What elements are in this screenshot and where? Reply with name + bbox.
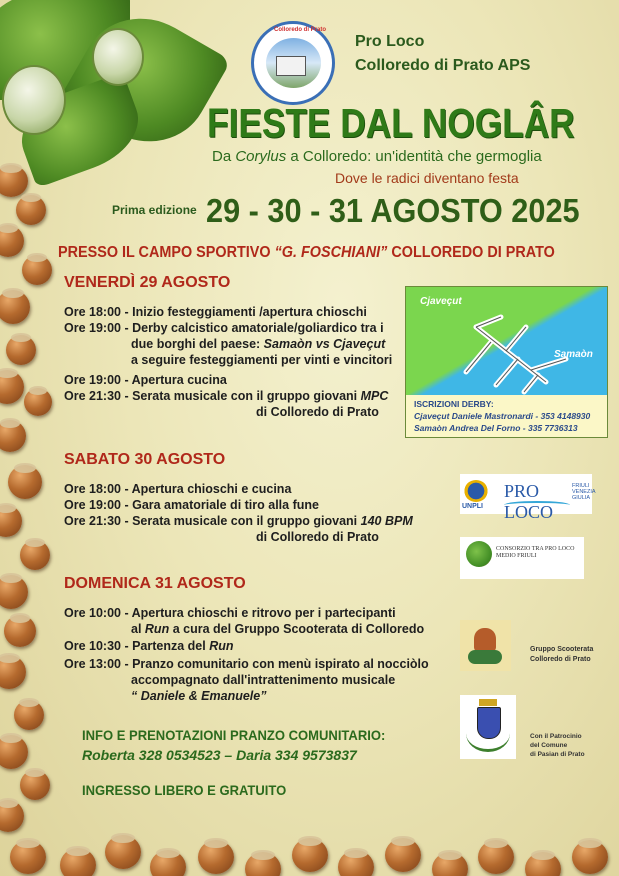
- consorzio-label: CONSORZIO TRA PRO LOCO MEDIO FRIULI: [496, 546, 575, 559]
- hazelnut-husk-decoration: [92, 28, 144, 86]
- map-label-samaon: Samaòn: [554, 349, 593, 360]
- hazelnut-decoration: [572, 840, 608, 874]
- event-subtitle: [212, 148, 542, 165]
- shield-icon: [477, 707, 501, 739]
- day1-row: Ore 19:00 - Apertura cucina: [64, 373, 227, 387]
- comune-coat-of-arms: [460, 695, 516, 759]
- hazelnut-decoration: [105, 835, 141, 869]
- map-area: [406, 287, 608, 395]
- day3-row-cont: [131, 621, 424, 637]
- logo-house-icon: [276, 56, 306, 76]
- hazelnut-decoration: [292, 838, 328, 872]
- day1-row-cont: [131, 336, 385, 352]
- scooterata-label: Gruppo Scooterata: [530, 646, 594, 653]
- day3-row: Ore 10:00 - Apertura chioschi e ritrovo per i partecipanti: [64, 606, 396, 620]
- patronage-label: del Comune: [530, 742, 568, 749]
- day3-r2-em: Run: [209, 639, 234, 653]
- day1-r2b-em: Samaòn vs Cjaveçut: [263, 337, 386, 351]
- day1-r2b-pre: due borghi del paese:: [131, 337, 264, 351]
- tree-icon: [466, 541, 492, 567]
- day1-row-cont: a seguire festeggiamenti per vinti e vincitori: [131, 353, 393, 367]
- scooterata-label: Colloredo di Prato: [530, 656, 591, 663]
- day2-row-cont: di Colloredo di Prato: [256, 530, 379, 544]
- unpli-label: UNPLI: [462, 503, 483, 510]
- hazelnut-decoration: [0, 575, 28, 609]
- event-title: FIESTE DAL NOGLÂR: [207, 100, 575, 146]
- venue-name: “G. FOSCHIANI”: [274, 244, 388, 261]
- day3-r1b-pre: al: [131, 622, 145, 636]
- hazelnut-decoration: [432, 852, 468, 876]
- map-label-cjavecut: Cjaveçut: [420, 296, 462, 307]
- event-tagline: Dove le radici diventano festa: [335, 170, 519, 186]
- day3-row-cont: “ Daniele & Emanuele”: [131, 689, 267, 703]
- unpli-emblem-icon: [464, 480, 488, 502]
- hazelnut-decoration: [0, 370, 24, 404]
- day3-row-cont: accompagnato dall'intrattenimento musicale: [131, 673, 396, 687]
- scooter-icon: [468, 650, 502, 664]
- venue-pre: PRESSO IL CAMPO SPORTIVO: [58, 244, 275, 261]
- derby-map: [405, 286, 608, 438]
- hazelnut-decoration: [0, 655, 26, 689]
- hazelnut-decoration: [24, 388, 52, 416]
- pro-loco-logo: [251, 21, 335, 105]
- crown-icon: [479, 699, 497, 706]
- day3-heading: DOMENICA 31 AGOSTO: [64, 575, 246, 592]
- day2-r3-em: 140 BPM: [360, 514, 413, 528]
- edition-label: Prima edizione: [112, 203, 197, 217]
- hazelnut-decoration: [385, 838, 421, 872]
- consorzio-logo: [460, 537, 584, 579]
- venue-post: COLLOREDO DI PRATO: [387, 244, 555, 261]
- hazelnut-decoration: [198, 840, 234, 874]
- hazelnut-decoration: [0, 225, 24, 257]
- day1-row: Ore 19:00 - Derby calcistico amatoriale/goliardico tra i: [64, 321, 384, 335]
- logo-text: Colloredo di Prato: [274, 27, 327, 33]
- hazelnut-decoration: [10, 840, 46, 874]
- derby-registration-heading: ISCRIZIONI DERBY:: [414, 399, 494, 409]
- info-heading: INFO E PRENOTAZIONI PRANZO COMUNITARIO:: [82, 727, 386, 743]
- unpli-proloco-logo: [460, 474, 596, 522]
- day1-row: [64, 388, 388, 404]
- subtitle-pre: Da: [212, 148, 236, 165]
- hazelnut-decoration: [8, 465, 42, 499]
- hazelnut-decoration: [0, 505, 22, 537]
- derby-contact: Samaòn Andrea Del Forno - 335 7736313: [414, 423, 578, 433]
- hazelnut-decoration: [0, 165, 28, 197]
- scooter-rider-icon: [474, 628, 496, 652]
- day3-r1b-em: Run: [144, 622, 170, 636]
- day2-row: [64, 513, 413, 529]
- hazelnut-decoration: [150, 850, 186, 876]
- day3-row: [64, 638, 234, 654]
- patronage-label: Con il Patrocinio: [530, 733, 582, 740]
- hazelnut-decoration: [245, 852, 281, 876]
- day1-heading: VENERDÌ 29 AGOSTO: [64, 274, 231, 291]
- day3-r1b-post: a cura del Gruppo Scooterata di Colloredo: [169, 622, 425, 636]
- hazelnut-decoration: [0, 735, 28, 769]
- hazelnut-decoration: [525, 852, 561, 876]
- hazelnut-decoration: [20, 770, 50, 800]
- subtitle-em: Corylus: [235, 148, 287, 165]
- info-contacts: Roberta 328 0534523 – Daria 334 9573837: [82, 747, 357, 763]
- hazelnut-decoration: [14, 700, 44, 730]
- hazelnut-husk-decoration: [2, 65, 66, 135]
- day1-row-cont: di Colloredo di Prato: [256, 405, 379, 419]
- hazelnut-decoration: [0, 420, 26, 452]
- free-entry-note: INGRESSO LIBERO E GRATUITO: [82, 782, 287, 798]
- hazelnut-decoration: [22, 255, 52, 285]
- hazelnut-decoration: [4, 615, 36, 647]
- fvg-label: FRIULI VENEZIA GIULIA: [572, 483, 596, 501]
- day1-r4-pre: Ore 21:30 - Serata musicale con il gruppo giovani: [64, 389, 361, 403]
- day2-heading: SABATO 30 AGOSTO: [64, 451, 226, 468]
- scooterata-logo: [460, 620, 511, 671]
- proloco-swoosh-icon: [504, 501, 570, 509]
- day1-r4-em: MPC: [360, 389, 389, 403]
- day3-r2-pre: Ore 10:30 - Partenza del: [64, 639, 210, 653]
- hazelnut-decoration: [338, 850, 374, 876]
- day2-r3-pre: Ore 21:30 - Serata musicale con il gruppo giovani: [64, 514, 361, 528]
- day3-row: Ore 13:00 - Pranzo comunitario con menù ispirato al nocciòlo: [64, 657, 429, 671]
- hazelnut-decoration: [16, 195, 46, 225]
- hazelnut-decoration: [60, 848, 96, 876]
- hazelnut-decoration: [0, 290, 30, 324]
- hazelnut-decoration: [6, 335, 36, 365]
- day2-row: Ore 19:00 - Gara amatoriale di tiro alla fune: [64, 498, 319, 512]
- hazelnut-decoration: [20, 540, 50, 570]
- patronage-label: di Pasian di Prato: [530, 751, 585, 758]
- venue-line: [58, 244, 555, 262]
- event-dates: 29 - 30 - 31 AGOSTO 2025: [206, 192, 580, 229]
- derby-contact: Cjaveçut Daniele Mastronardi - 353 4148930: [414, 411, 591, 421]
- hazelnut-decoration: [478, 840, 514, 874]
- day1-row: Ore 18:00 - Inizio festeggiamenti /apertura chioschi: [64, 305, 367, 319]
- subtitle-post: a Colloredo: un'identità che germoglia: [286, 148, 542, 165]
- proloco-label: PRO LOCO: [504, 481, 553, 522]
- hazelnut-decoration: [0, 800, 24, 832]
- org-name-line2: Colloredo di Prato APS: [355, 57, 531, 74]
- day2-row: Ore 18:00 - Apertura chioschi e cucina: [64, 482, 292, 496]
- org-name-line1: Pro Loco: [355, 33, 425, 50]
